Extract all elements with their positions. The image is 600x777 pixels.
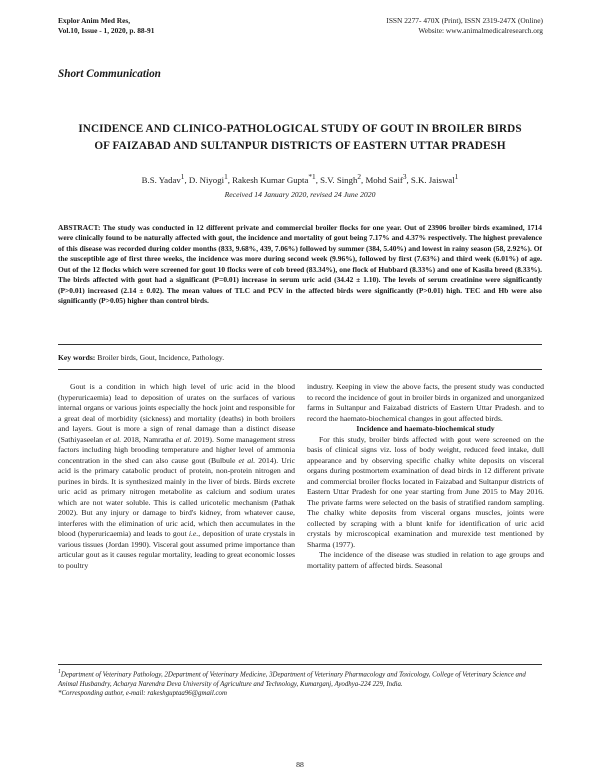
paper-title	[58, 121, 542, 155]
issn-header	[386, 16, 543, 36]
paragraph: The incidence of the disease was studied in relation to age groups and mortality pattern of affected birds. Seasonal	[307, 550, 544, 570]
author-list: B.S. Yadav$^1$, D. Niyogi$^1$, Rakesh Kumar Gupta$^{*1}$, S.V. Singh$^2$, Mohd Saif$^3$, S.K. Jaiswal$^1$	[141, 172, 459, 185]
author: D. Niyogi$^1$	[188, 172, 228, 185]
journal-name: Explor Anim Med Res,	[58, 16, 131, 25]
issn-text: ISSN 2277- 470X (Print), ISSN 2319-247X (Online)	[386, 16, 543, 25]
footnote	[58, 668, 542, 698]
author: Rakesh Kumar Gupta$^{*1}$	[232, 172, 316, 185]
author: S.V. Singh$^2$	[320, 172, 362, 185]
paragraph: industry. Keeping in view the above facts, the present study was conducted to record the incidence of gout in broiler birds in organized and unorganized farms in Sultanpur and Faizabad districts of Eastern Uttar Pradesh. and to record the haemato-biochemical changes in gout affected birds.	[307, 382, 544, 423]
keywords-label: Key words:	[58, 353, 96, 362]
affiliations: $^1$Department of Veterinary Pathology, 2Department of Veterinary Medicine, 3Department of Veterinary Pharmacology and Toxicology, College of Veterinary Science and Animal Husbandry, Acharya Narendra Deva University of Agriculture and Technology, Kumarganj, Ayodhya-224 229, India.	[58, 669, 526, 688]
abstract-label: ABSTRACT:	[58, 223, 101, 232]
body-column-left	[58, 382, 295, 571]
author: S.K. Jaiswal$^1$	[410, 172, 459, 185]
author: B.S. Yadav$^1$	[141, 172, 185, 185]
divider	[58, 344, 542, 345]
paragraph: For this study, broiler birds affected with gout were screened on the basis of clinical signs viz. loss of body weight, reduced feed intake, dull appearance and by observing specific chalky white deposits on visceral organs during postmortem examination of dead birds in 12 different private and commercial broiler flocks located in Faizabad and Sultanpur districts of Eastern Uttar Pradesh for one year starting from June 2015 to May 2016. The private farms were selected on the basis of stratified random sampling. The chalky white deposits from visceral organs muscles, joints were collected by scraping with a blunt knife for identification of uric acid crystals by microscopical examination and murexide test mentioned by Sharma (1977).	[307, 434, 544, 549]
section-label: Short Communication	[58, 68, 161, 80]
paragraph: Gout is a condition in which high level of uric acid in the blood (hyperuricaemia) lead to deposition of urates on the surfaces of various internal organs or various joints especially the hock joint and responsible for a great deal of morbidity (sickness) and mortality (deaths) in both broilers and layers. Gout is more a sign of renal damage than a distinct disease (Sathiyaseelan et al. 2018, Namratha et al. 2019). Some management stress factors including high brooding temperature and higher level of ammonia concentration in the shed can also cause gout (Bulbule et al. 2014). Uric acid is the primary catabolic product of protein, non-protein nitrogen and purines in birds. It is synthesized mainly in the liver of birds. Birds excrete uric acid as primary nitrogen metabolite as calcium and sodium urates which are not water soluble. This is called uricotelic mechanism (Pathak 2002). But any injury or damage to bird's kidney, from whatever cause, interferes with the elimination of uric acid, which then accumulates in the blood (hyperuricaemia) and leads to gout i.e., deposition of urate crystals in various tissues (Jordan 1990). Visceral gout assumed prime importance than articular gout as it causes regular mortality, leading to great economic losses to poultry	[58, 382, 295, 570]
abstract	[58, 223, 542, 307]
section-heading: Incidence and haemato-biochemical study	[356, 424, 495, 434]
abstract-text: The study was conducted in 12 different private and commercial broiler flocks for one year. Out of 23906 broiler birds examined, 1714 were clinically found to be naturally affected with gout, the incidence and mortality of gout being 7.17% and 4.37% respectively. The highest prevalence of this disease was recorded during colder months (833, 9.68%, 439, 7.06%) followed by summer (384, 5.40%) and lowest in rainy season (58, 2.92%). Of the susceptible age of first three weeks, the incidence was more during second week (9.96%), followed by first (7.63%) and third week (6.01%) of age. Out of the 12 flocks which were screened for gout 10 flocks were of cob breed (83.34%), one flock of Hubbard (8.33%) and one of Kasila breed (8.33%). The birds affected with gout had a significant (P=0.01) increase in serum uric acid (34.42 ± 1.10). The levels of serum creatinine were significantly (P>0.01) increased (2.14 ± 0.02). The mean values of TLC and PCV in the affected birds were significantly (P>0.01) high. TEC and Hb were also significantly (P>0.05) higher than control birds.	[58, 223, 542, 306]
page-number: 88	[296, 760, 304, 769]
journal-volume: Vol.10, Issue - 1, 2020, p. 88-91	[58, 26, 155, 35]
footnote-divider	[58, 664, 542, 665]
received-dates: Received 14 January 2020, revised 24 June 2020	[224, 190, 376, 199]
corresponding-author: *Corresponding author, e-mail: rakeshguptaa96@gmail.com	[58, 689, 227, 697]
title-line-1: INCIDENCE AND CLINICO-PATHOLOGICAL STUDY OF GOUT IN BROILER BIRDS	[78, 123, 522, 135]
title-line-2: OF FAIZABAD AND SULTANPUR DISTRICTS OF EASTERN UTTAR PRADESH	[94, 140, 506, 152]
body-column-right	[307, 382, 544, 571]
keywords-text: Broiler birds, Gout, Incidence, Pathology.	[97, 353, 225, 362]
divider	[58, 369, 542, 370]
keywords	[58, 353, 542, 363]
journal-header	[58, 16, 154, 36]
author: Mohd Saif$^3$	[365, 172, 407, 185]
website-text: Website: www.animalmedicalresearch.org	[418, 26, 543, 35]
